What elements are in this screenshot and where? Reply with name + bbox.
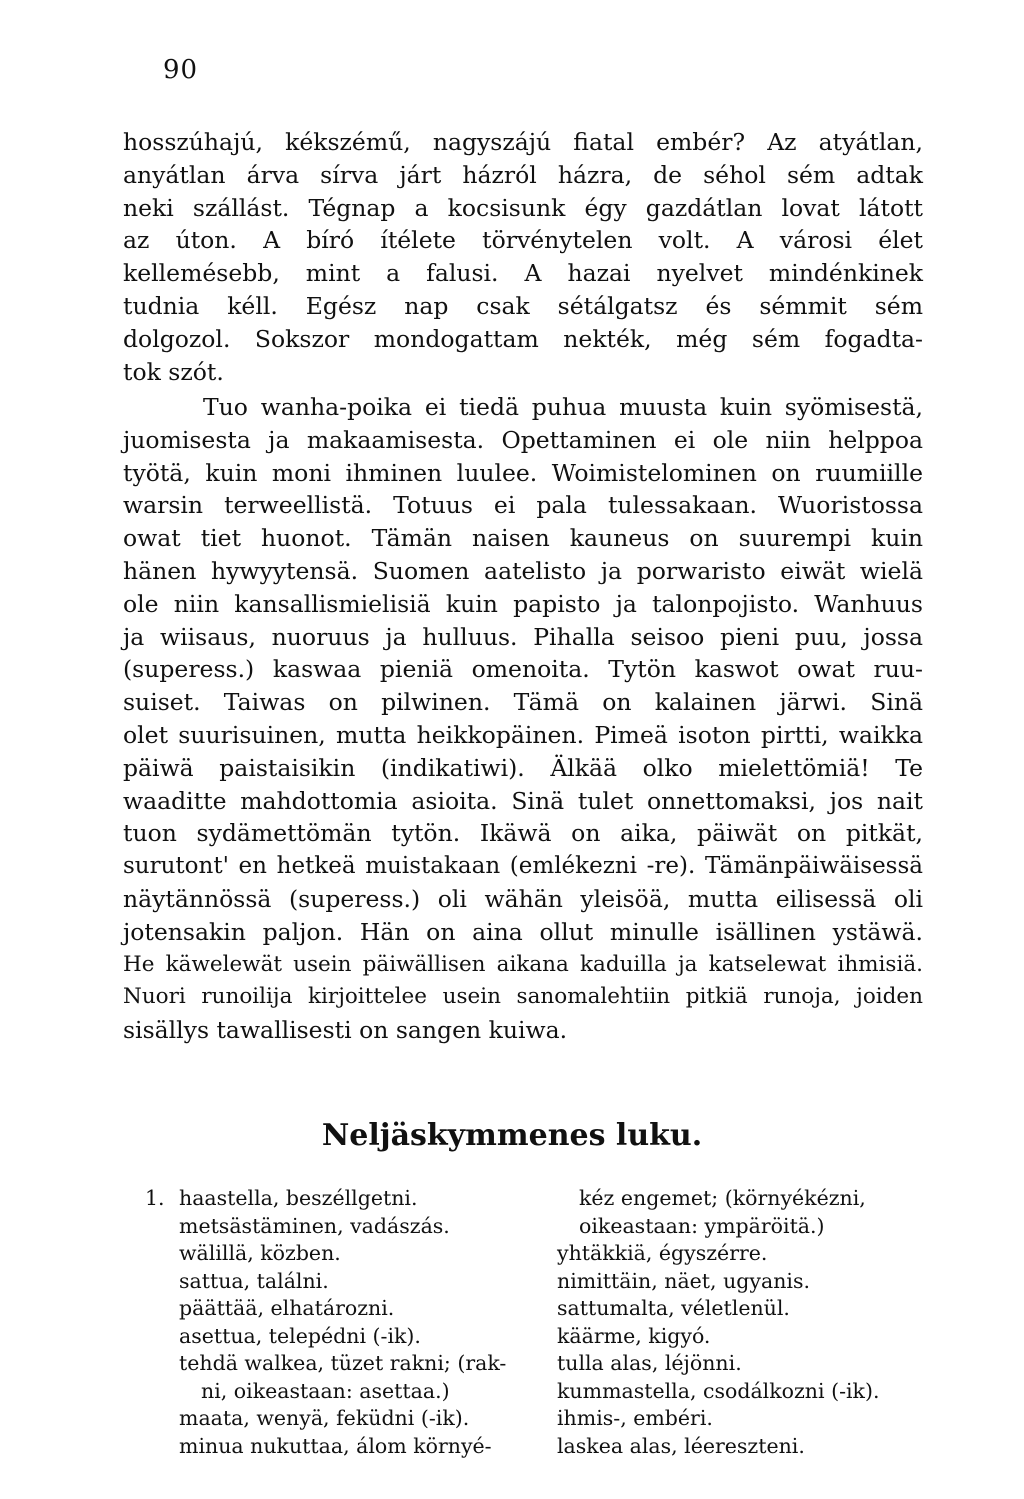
vocab-entry: wälillä, közben. xyxy=(179,1241,341,1265)
vocab-entry: päättää, elhatározni. xyxy=(179,1296,395,1320)
text-line: waaditte mahdottomia asioita. Sinä tulet onnettomaksi, jos nait xyxy=(123,786,923,815)
text-line: olet suurisuinen, mutta heikkopäinen. Pimeä isoton pirtti, waikka xyxy=(123,720,923,749)
vocab-entry: nimittäin, näet, ugyanis. xyxy=(557,1268,810,1293)
vocab-entry: kéz engemet; (környékézni, xyxy=(579,1186,866,1210)
text-line: ja wiisaus, nuoruus ja hulluus. Pihalla seisoo pieni puu, jossa xyxy=(123,622,923,651)
text-line: Nuori runoilija kirjoittelee usein sanomalehtiin pitkiä runoja, joiden xyxy=(123,984,923,1010)
vocab-entry: tehdä walkea, tüzet rakni; (rak- xyxy=(179,1351,507,1375)
finnish-exercise-paragraph xyxy=(123,391,923,1047)
vocab-number: 1. xyxy=(145,1186,165,1210)
vocabulary-column-left xyxy=(145,1185,535,1460)
text-line: jotensakin paljon. Hän on aina ollut minulle isällinen ystäwä. xyxy=(123,917,923,946)
text-line: Tuo wanha-poika ei tiedä puhua muusta kuin syömisestä, xyxy=(203,393,923,421)
text-line: hosszúhajú, kékszémű, nagyszájú fiatal embér? Az atyátlan, xyxy=(123,128,923,156)
vocab-entry: käärme, kigyó. xyxy=(557,1323,711,1348)
vocab-entry: ihmis-, embéri. xyxy=(557,1406,713,1430)
text-line: tudnia kéll. Egész nap csak sétálgatsz és sémmit sém xyxy=(123,291,923,320)
text-line: juomisesta ja makaamisesta. Opettaminen ei ole niin helppoa xyxy=(123,425,923,454)
text-line: hänen hywyytensä. Suomen aatelisto ja porwaristo eiwät wielä xyxy=(123,556,923,585)
text-line: az úton. A bíró ítélete törvénytelen volt. A városi élet xyxy=(123,226,923,255)
text-line: owat tiet huonot. Tämän naisen kauneus on suurempi kuin xyxy=(123,524,923,553)
text-line: päiwä paistaisikin (indikatiwi). Älkää olko mielettömiä! Te xyxy=(123,753,923,782)
text-line: työtä, kuin moni ihminen luulee. Woimistelominen on ruumiille xyxy=(123,458,923,487)
vocab-entry: oikeastaan: ympäröitä.) xyxy=(579,1213,825,1238)
vocab-entry: sattua, találni. xyxy=(179,1268,329,1293)
chapter-title: Neljäskymmenes luku. xyxy=(321,1118,703,1153)
vocabulary-column-right xyxy=(557,1185,947,1460)
text-line: sisällys tawallisesti on sangen kuiwa. xyxy=(123,1016,568,1045)
vocab-entry: maata, wenyä, feküdni (-ik). xyxy=(179,1406,470,1430)
hungarian-exercise-paragraph xyxy=(123,126,923,388)
vocab-entry: sattumalta, véletlenül. xyxy=(557,1296,790,1320)
vocab-entry: tulla alas, léjönni. xyxy=(557,1351,742,1375)
text-line: ole niin kansallismielisiä kuin papisto ja talonpojisto. Wanhuus xyxy=(123,589,923,618)
vocab-entry: minua nukuttaa, álom környé- xyxy=(179,1433,492,1458)
vocab-entry: kummastella, csodálkozni (-ik). xyxy=(557,1378,880,1403)
text-line: kellemésebb, mint a falusi. A hazai nyelvet mindénkinek xyxy=(123,259,923,288)
page-number: 90 xyxy=(163,55,199,85)
text-line: warsin terweellistä. Totuus ei pala tulessakaan. Wuoristossa xyxy=(123,491,923,520)
vocab-entry: yhtäkkiä, égyszérre. xyxy=(557,1241,768,1265)
text-line: He käwelewät usein päiwällisen aikana kaduilla ja katselewat ihmisiä. xyxy=(123,951,923,977)
text-line: anyátlan árva sírva járt házról házra, de séhol sém adtak xyxy=(123,160,923,189)
text-line: neki szállást. Tégnap a kocsisunk égy gazdátlan lovat látott xyxy=(123,193,923,222)
text-line: surutont' en hetkeä muistakaan (emlékezni -re). Tämänpäiwäisessä xyxy=(123,853,923,880)
vocab-entry: haastella, beszéllgetni. xyxy=(179,1186,418,1210)
text-line: tuon sydämettömän tytön. Ikäwä on aika, päiwät on pitkät, xyxy=(123,819,923,848)
vocab-entry: asettua, telepédni (-ik). xyxy=(179,1323,421,1348)
vocab-entry: ni, oikeastaan: asettaa.) xyxy=(201,1378,450,1403)
vocab-entry: laskea alas, léereszteni. xyxy=(557,1433,805,1458)
text-line: dolgozol. Sokszor mondogattam nekték, még sém fogadta- xyxy=(123,324,923,353)
vocab-entry: metsästäminen, vadászás. xyxy=(179,1213,450,1238)
text-line: (superess.) kaswaa pieniä omenoita. Tytön kaswot owat ruu- xyxy=(123,655,923,684)
text-line: suiset. Taiwas on pilwinen. Tämä on kalainen järwi. Sinä xyxy=(123,688,923,717)
text-line: tok szót. xyxy=(123,357,224,386)
text-line: näytännössä (superess.) oli wähän yleisöä, mutta eilisessä oli xyxy=(123,884,923,913)
